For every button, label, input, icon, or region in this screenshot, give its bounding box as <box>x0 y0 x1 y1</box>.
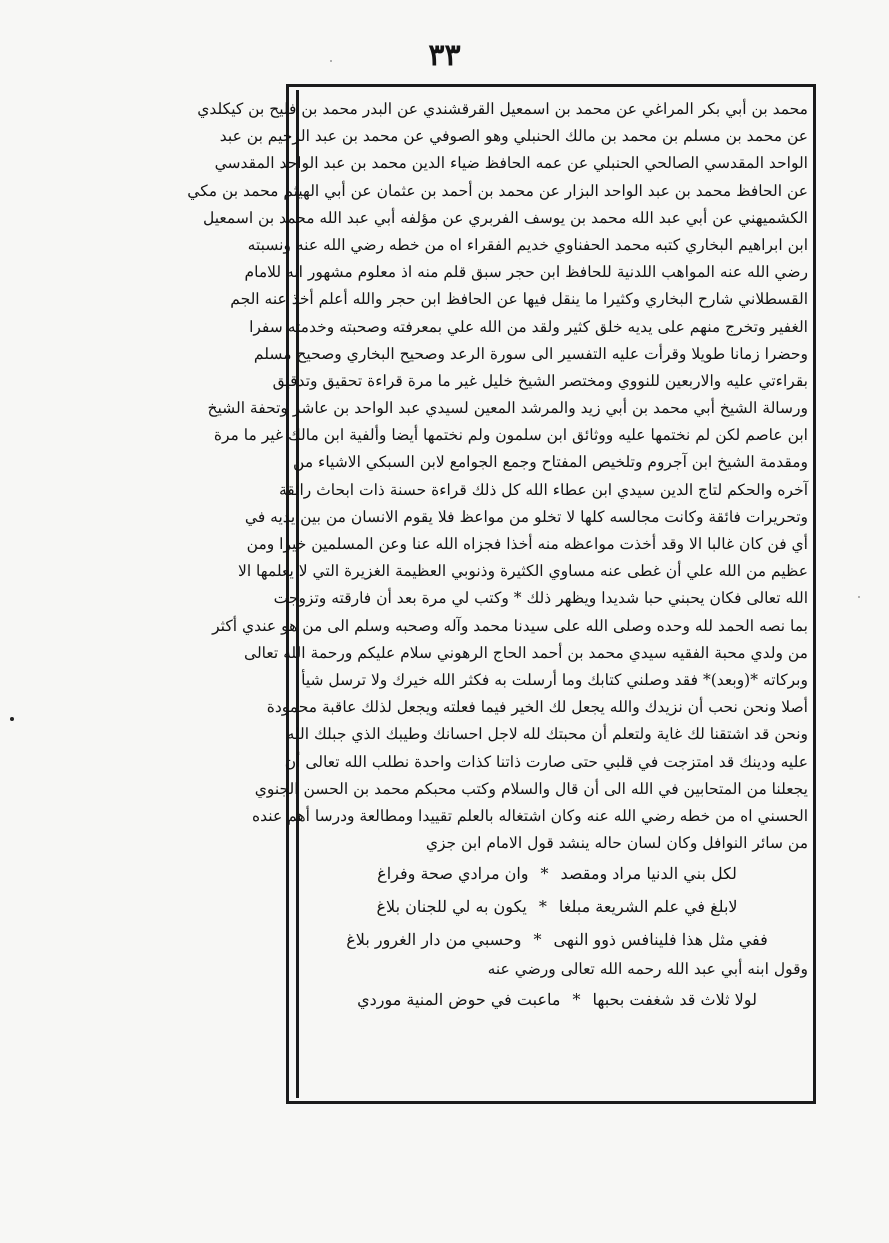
verse-first-hemistich: لكل بني الدنيا مراد ومقصد <box>560 864 737 884</box>
verse-first-hemistich: لابلغ في علم الشريعة مبلغا <box>558 897 738 917</box>
text-line: بقراءتي عليه والاربعين للنووي ومختصر الشيخ خليل غير ما مرة قراءة تحقيق وتدقيق <box>272 371 808 390</box>
text-line: من سائر النوافل وكان لسان حاله ينشد قول الامام ابن جزي <box>425 834 808 853</box>
text-line: عن محمد بن مسلم بن محمد بن مالك الحنبلي وهو الصوفي عن محمد بن عبد الرحيم بن عبد <box>219 127 808 146</box>
verse-line <box>306 857 808 890</box>
text-line: الحسني اه من خطه رضي الله عنه وكان اشتغاله بالعلم تقييدا ومطالعة ودرسا أهم عنده <box>252 806 808 825</box>
text-line: وتحريرات فائقة وكانت مجالسه كلها لا تخلو من مواعظ فلا يقوم الانسان من بين يديه في <box>244 507 808 526</box>
text-line: وحضرا زمانا طويلا وقرأت عليه التفسير الى سورة الرعد وصحيح البخاري وصحيح مسلم <box>253 344 808 363</box>
text-line: الواحد المقدسي الصالحي الحنبلي عن عمه الحافظ ضياء الدين محمد بن عبد الواحد المقدسي <box>214 154 808 173</box>
final-verse-line <box>306 983 808 1016</box>
verse-separator: * <box>538 897 547 917</box>
text-line: أي فن كان غالبا الا وقد أخذت مواعظه منه أخذا فجزاه الله عنا وعن المسلمين خيرا ومن <box>246 535 808 553</box>
text-line: ابن ابراهيم البخاري كتبه محمد الحفناوي خديم الفقراء اه من خطه رضي الله عنه ونسبته <box>247 235 808 254</box>
text-line: الله تعالى فكان يحبني حبا شديدا ويظهر ذلك * وكتب لي مرة بعد أن فارقته وتزوجت <box>273 589 808 608</box>
margin-mark <box>10 717 14 721</box>
verse-second-hemistich: وحسبي من دار الغرور بلاغ <box>346 930 522 950</box>
text-line: الغفير وتخرج منهم على يديه خلق كثير ولقد من الله علي بمعرفته وصحبته وخدمته سفرا <box>249 317 808 336</box>
text-line: ومقدمة الشيخ ابن آجروم وتلخيص المفتاح وجمع الجوامع لابن السبكي الاشياء من <box>293 453 808 472</box>
text-line: عليه ودينك قد امتزجت في قلبي حتى صارت ذاتنا كذات واحدة نطلب الله تعالى أن <box>284 752 808 771</box>
verse-separator: * <box>572 990 581 1010</box>
paper-speck <box>858 596 860 598</box>
text-line: ورسالة الشيخ أبي محمد بن أبي زيد والمرشد المعين لسيدي عبد الواحد بن عاشر وتحفة الشيخ <box>207 399 808 418</box>
text-line: محمد بن أبي بكر المراغي عن محمد بن اسمعيل القرقشندي عن البدر محمد بن فليح بن كيكلدي <box>197 100 808 118</box>
verse-second-hemistich: يكون به لي للجنان بلاغ <box>376 897 527 917</box>
text-line: آخره والحكم لتاج الدين سيدي ابن عطاء الله كل ذلك قراءة حسنة ذات ابحاث رائقة <box>278 480 808 499</box>
verse-second-hemistich: ماعبت في حوض المنية موردي <box>357 990 561 1010</box>
text-line: من ولدي محبة الفقيه سيدي محمد بن أحمد الحاج الرهوني سلام عليكم ورحمة الله تعالى <box>244 643 808 662</box>
text-line: رضي الله عنه المواهب اللدنية للحافظ ابن حجر سبق قلم منه اذ معلوم مشهور انه للامام <box>244 263 808 282</box>
verse-second-hemistich: وان مرادي صحة وفراغ <box>377 864 529 884</box>
paper-speck <box>330 60 332 62</box>
verse-separator: * <box>533 930 542 950</box>
text-line: ابن عاصم لكن لم نختمها عليه ووثائق ابن سلمون ولم نختمها أيضا وألفية ابن مالك غير ما مرة <box>213 426 808 445</box>
text-line: يجعلنا من المتحابين في الله الى أن قال والسلام وكتب محبكم محمد بن الحسن الجنوي <box>254 779 808 798</box>
text-line: الكشميهني عن أبي عبد الله محمد بن يوسف الفربري عن مؤلفه أبي عبد الله محمد بن اسمعيل <box>202 208 808 227</box>
text-line: ونحن قد اشتقنا لك غاية ولتعلم أن محبتك لله لاجل احسانك وطيبك الذي جبلك الله <box>286 725 808 744</box>
verse-line <box>306 890 808 923</box>
main-text <box>187 96 808 1016</box>
text-line: وبركاته *(وبعد)* فقد وصلني كتابك وما أرسلت به فكثر الله خيرك ولا ترسل شيأ <box>301 670 808 689</box>
text-line: بما نصه الحمد لله وحده وصلى الله على سيدنا محمد وآله وصحبه وسلم الى من هو عندي أكثر <box>212 616 808 635</box>
verse-first-hemistich: لولا ثلاث قد شغفت بحبها <box>592 990 757 1010</box>
verse-first-hemistich: ففي مثل هذا فلينافس ذوو النهى <box>553 930 768 950</box>
closing-line: وقول ابنه أبي عبد الله رحمه الله تعالى ورضي عنه <box>487 960 808 979</box>
text-line: عظيم من الله علي أن غطى عنه مساوي الكثيرة وذنوبي العظيمة الغزيرة التي لا يعلمها الا <box>237 562 808 581</box>
text-line: القسطلاني شارح البخاري وكثيرا ما ينقل فيها عن الحافظ ابن حجر والله أعلم أخذ عنه الجم <box>230 290 808 309</box>
page-number: ٣٣ <box>428 38 461 73</box>
verse-line <box>306 923 808 956</box>
text-line: أصلا ونحن نحب أن نزيدك والله يجعل لك الخير فيما فعلته ويجعل لذلك عاقبة محمودة <box>266 698 808 717</box>
verse-separator: * <box>540 864 549 884</box>
text-line: عن الحافظ محمد بن عبد الواحد البزار عن محمد بن أحمد بن عثمان عن أبي الهيثم محمد بن مكي <box>187 181 808 200</box>
